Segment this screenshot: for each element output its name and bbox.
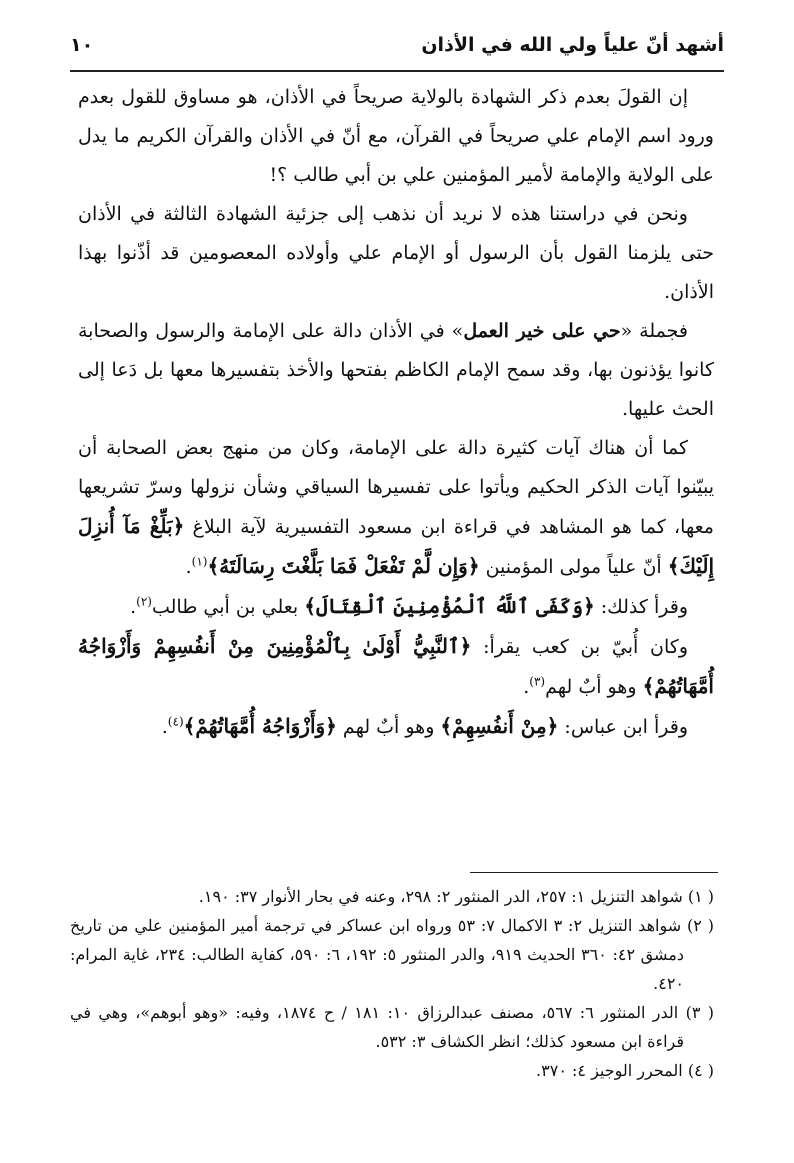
- footnote-2: ( ٢) شواهد التنزيل ٢: ٣ الاكمال ٧: ٥٣ ورواه ابن عساكر في ترجمة أمير المؤمنين علي من تاريخ دمشق ٤٢: ٣٦٠ الحديث ٩١٩، والدر المنثور ٥: ١٩٢، ٦: ٥٩٠، كفاية الطالب: ٢٣٤، غاية المرام: ٤٢٠.: [70, 916, 715, 993]
- paragraph-4: [78, 429, 714, 587]
- paragraph-3-lead: فجملة «: [620, 320, 688, 342]
- paragraph-7-text-a: وقرأ ابن عباس:: [558, 716, 688, 738]
- quran-verse: ﴿مِنْ أَنفُسِهِمْ﴾: [440, 714, 559, 738]
- paragraph-6-end: .: [523, 676, 530, 698]
- footnote-ref: (٣): [529, 674, 546, 689]
- quran-verse: ﴿وَأَزْوَاجُهُ أُمَّهَاتُهُمْ﴾: [183, 714, 337, 738]
- paragraph-5-text-a: وقرأ كذلك:: [594, 596, 688, 618]
- paragraph-4-text-b: أنّ علياً مولى المؤمنين: [479, 556, 668, 578]
- footnote-1: ( ١) شواهد التنزيل ١: ٢٥٧، الدر المنثور ٢: ٢٩٨، وعنه في بحار الأنوار ٣٧: ١٩٠.: [198, 887, 714, 906]
- paragraph-7-end: .: [161, 716, 168, 738]
- quran-verse: ﴿بَلِّغْ مَآ أُنزِلَ إِلَيْكَ﴾: [78, 514, 714, 578]
- emphasis-phrase: حي على خير العمل: [463, 320, 621, 342]
- paragraph-3: [78, 312, 714, 429]
- paragraph-5-text-b: بعلي بن أبي طالب: [151, 596, 305, 618]
- footnote-ref: (٤): [167, 714, 184, 729]
- main-text: [78, 78, 714, 747]
- footnote-divider: [470, 872, 718, 873]
- paragraph-4-end: .: [185, 556, 192, 578]
- paragraph-2: ونحن في دراستنا هذه لا نريد أن نذهب إلى جزئية الشهادة الثالثة في الأذان حتى يلزمنا القول بأن الرسول أو الإمام علي وأولاده المعصومين قد أذّنوا بهذا الأذان.: [78, 203, 714, 303]
- footnotes: [70, 882, 714, 1085]
- quran-verse: ﴿وَكَفَى ٱللَّهُ ٱلْمُؤْمِنِينَ ٱلْقِتَالَ﴾: [304, 594, 595, 618]
- paragraph-7: [78, 707, 714, 747]
- paragraph-3-rest: » في الأذان دالة على الإمامة والرسول والصحابة كانوا يؤذنون بها، وقد سمح الإمام الكاظم بفتحها والأخذ بتفسيرها معها بل دَعا إلى الحث عليها.: [78, 320, 714, 420]
- paragraph-7-text-b: وهو أبٌ لهم: [336, 716, 441, 738]
- page-number: ١٠: [70, 34, 94, 56]
- footnote-3: ( ٣) الدر المنثور ٦: ٥٦٧، مصنف عبدالرزاق ١٠: ١٨١ / ح ١٨٧٤، وفيه: «وهو أبوهم»، وهي في قراءة ابن مسعود كذلك؛ انظر الكشاف ٣: ٥٣٢.: [70, 1003, 715, 1051]
- running-title: أشهد أنّ علياً ولي الله في الأذان: [421, 34, 724, 56]
- quran-verse: ﴿وَإِن لَّمْ تَفْعَلْ فَمَا بَلَّغْتَ رِسَالَتَهُ﴾: [207, 554, 480, 578]
- quran-verse: ﴿ٱلنَّبِيُّ أَوْلَىٰ بِٱلْمُؤْمِنِينَ مِنْ أَنفُسِهِمْ وَأَزْوَاجُهُ أُمَّهَاتُهُمْ﴾: [78, 634, 714, 698]
- paragraph-4-text-a: كما أن هناك آيات كثيرة دالة على الإمامة، وكان من منهج بعض الصحابة أن يبيّنوا آيات الذكر الحكيم ويأتوا على تفسيرها السياقي وشأن نزولها وسرّ تشريعها معها، كما هو المشاهد في قراءة ابن مسعود التفسيرية لآية البلاغ: [78, 437, 714, 538]
- paragraph-5-end: .: [130, 596, 137, 618]
- paragraph-6-text-b: وهو أبٌ لهم: [545, 676, 643, 698]
- paragraph-6: [78, 627, 714, 707]
- footnote-ref: (٢): [136, 594, 152, 609]
- footnote-ref: (١): [191, 554, 208, 569]
- footnote-4: ( ٤) المحرر الوجيز ٤: ٣٧٠.: [536, 1061, 714, 1080]
- paragraph-5: [78, 587, 714, 627]
- page-header: [70, 30, 724, 72]
- paragraph-6-text-a: وكان أُبيّ بن كعب يقرأ:: [471, 636, 688, 658]
- paragraph-1: إن القولَ بعدم ذكر الشهادة بالولاية صريحاً في الأذان، هو مساوق للقول بعدم ورود اسم الإمام علي صريحاً في القرآن، مع أنّ في الأذان والقرآن الكريم ما يدل على الولاية والإمامة لأمير المؤمنين علي بن أبي طالب ؟!: [78, 86, 714, 186]
